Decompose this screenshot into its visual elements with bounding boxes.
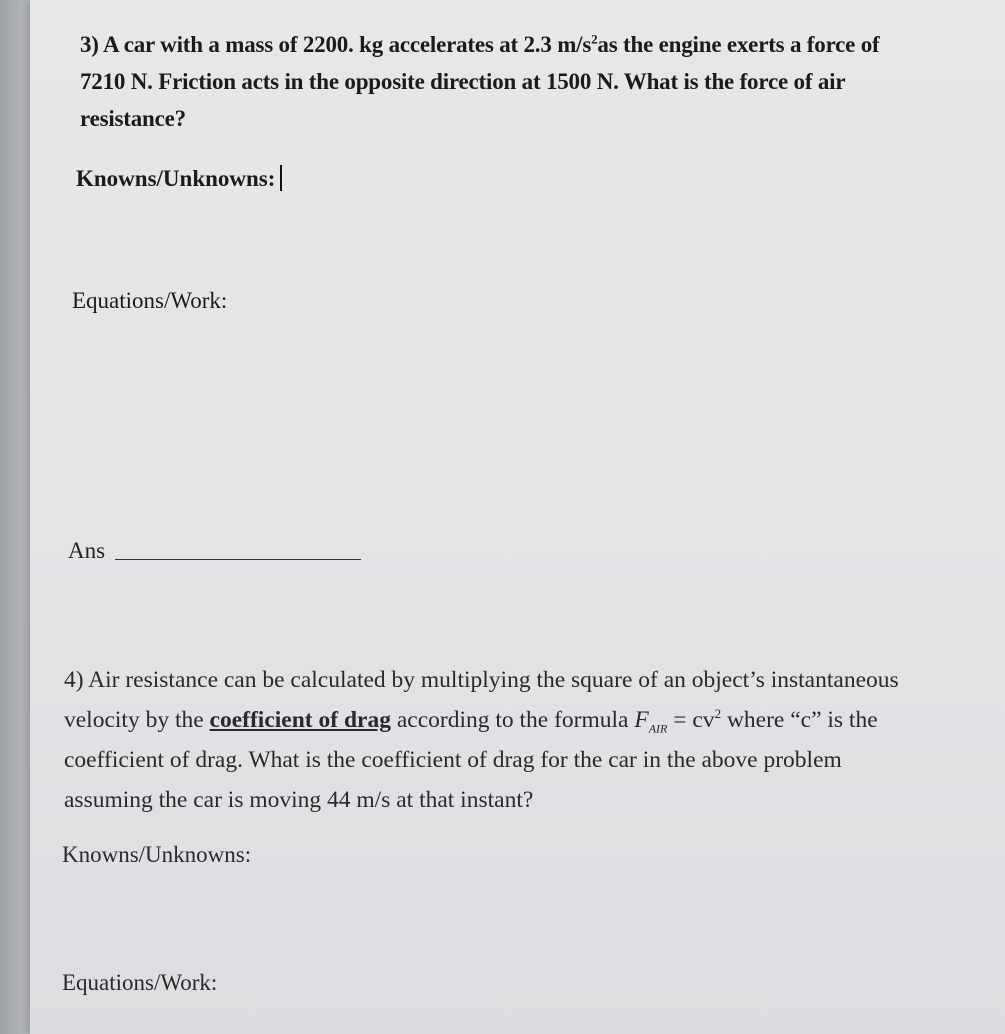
question-4-line-2: velocity by the coefficient of drag according to the formula $F_{AIR} = cv^2$ where “c” is the (64, 706, 878, 736)
question-3-line-1: 3) A car with a mass of 2200. kg accelerates at 2.3 $m/s^2as$ the engine exerts a force of (80, 31, 880, 57)
question-4-line-1: 4) Air resistance can be calculated by multiplying the square of an object’s instantaneous (64, 667, 899, 693)
formula-superscript: 2 (714, 706, 722, 722)
question-3-line-3: resistance? (80, 106, 186, 131)
worksheet-page (30, 0, 1005, 1034)
question-3-work-label: Equations/Work: (72, 288, 228, 313)
question-4-knowns-label: Knowns/Unknowns: (62, 842, 252, 867)
question-3-knowns-label[interactable]: Knowns/Unknowns: (76, 165, 282, 192)
question-4-line-3: coefficient of drag. What is the coefficient of drag for the car in the above problem (64, 747, 842, 773)
coefficient-of-drag-term: coefficient of drag (209, 707, 391, 733)
formula-subscript: AIR (648, 721, 668, 736)
answer-label: Ans (68, 538, 106, 563)
question-3-text (80, 26, 960, 137)
answer-row (68, 538, 361, 564)
question-4-work-label: Equations/Work: (62, 970, 218, 995)
question-4-text (64, 660, 964, 820)
text-cursor (280, 165, 282, 191)
question-4-line-4: assuming the car is moving 44 m/s at that instant? (64, 787, 534, 813)
question-3-line-2: 7210 N. Friction acts in the opposite direction at 1500 N. What is the force of air (80, 69, 846, 94)
answer-blank[interactable] (115, 558, 361, 560)
formula-f: F (634, 707, 649, 733)
